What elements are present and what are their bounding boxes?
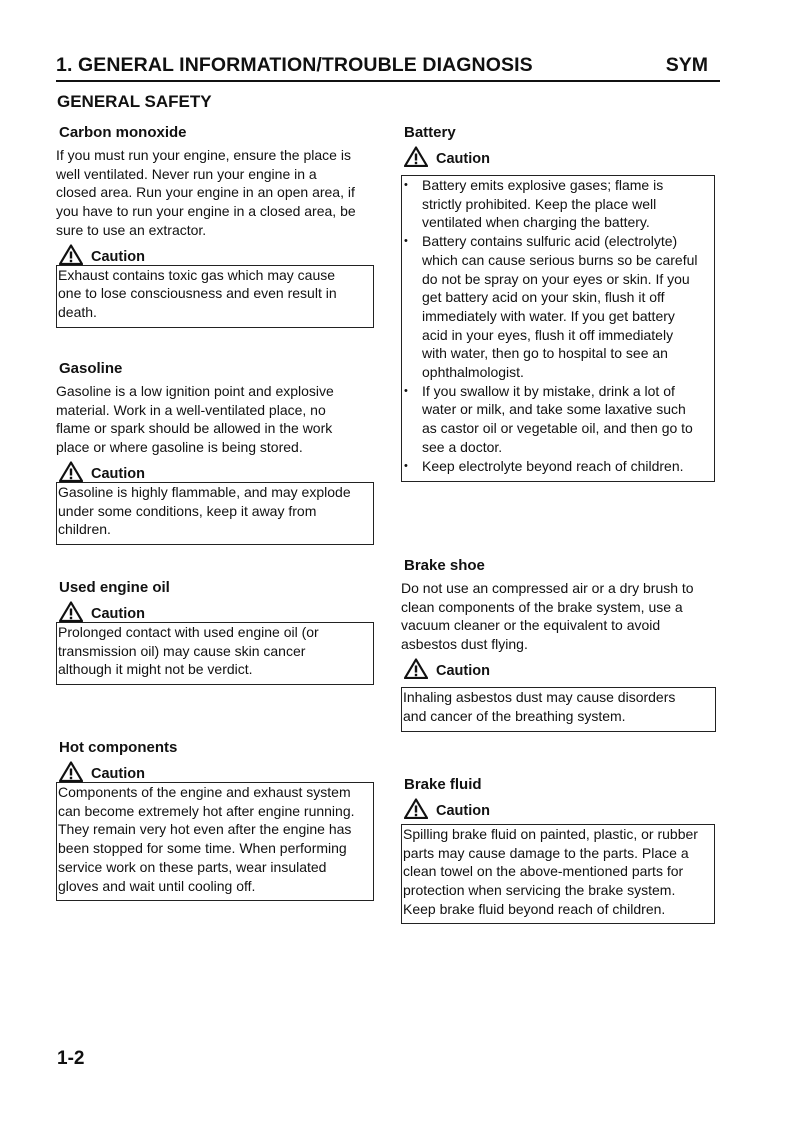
caution-header: [56, 760, 374, 782]
battery-heading: Battery: [404, 124, 456, 141]
text-line: They remain very hot even after the engine has: [58, 821, 352, 838]
text-line: • If you swallow it by mistake, drink a lot of: [422, 382, 675, 399]
text-line: been stopped for some time. When performing: [58, 840, 347, 857]
text-line: immediately with water. If you get battery: [422, 307, 675, 324]
text-line: as castor oil or vegetable oil, and then go to: [422, 420, 693, 437]
page-header: [56, 52, 720, 82]
text-line: gloves and wait until cooling off.: [58, 877, 256, 894]
carbon-monoxide-section: [56, 124, 374, 328]
text-line: service work on these parts, wear insulated: [58, 858, 327, 875]
gasoline-text: [56, 382, 374, 457]
carbon-monoxide-heading: Carbon monoxide: [59, 124, 187, 141]
warning-triangle-icon: [59, 244, 83, 265]
text-line: clean towel on the above-mentioned parts for: [403, 863, 684, 880]
text-line: acid in your eyes, flush it off immediately: [422, 326, 674, 343]
text-line: although it might not be verdict.: [58, 661, 253, 678]
text-line: Prolonged contact with used engine oil (or: [58, 624, 319, 640]
warning-triangle-icon: [59, 461, 83, 482]
caution-header: [401, 657, 717, 679]
text-line: ventilated when charging the battery.: [422, 214, 650, 231]
text-line: flame or spark should be allowed in the work: [56, 420, 333, 437]
list-item: [403, 457, 713, 476]
text-line: place or where gasoline is being stored.: [56, 439, 303, 456]
warning-triangle-icon: [59, 761, 83, 782]
caution-box: [56, 622, 374, 685]
text-line: clean components of the brake system, use a: [401, 598, 683, 615]
brake-shoe-text: [401, 579, 717, 654]
warning-triangle-icon: [404, 798, 428, 819]
text-line: protection when servicing the brake system.: [403, 882, 676, 899]
text-line: • Battery emits explosive gases; flame is: [422, 177, 664, 193]
caution-box: [401, 824, 715, 924]
caution-box: [56, 482, 374, 545]
text-line: with water, then go to hospital to see an: [422, 345, 668, 362]
caution-header: [56, 460, 374, 482]
text-line: material. Work in a well-ventilated place, no: [56, 401, 326, 418]
caution-header: [56, 600, 374, 622]
warning-triangle-icon: [404, 146, 428, 167]
text-line: strictly prohibited. Keep the place well: [422, 195, 657, 212]
text-line: one to lose consciousness and even result in: [58, 285, 337, 302]
caution-label: Caution: [436, 803, 490, 819]
caution-label: Caution: [436, 151, 490, 167]
hot-components-heading: Hot components: [59, 739, 178, 756]
text-line: Components of the engine and exhaust system: [58, 784, 351, 800]
text-line: ophthalmologist.: [422, 364, 524, 381]
caution-header: [401, 797, 717, 819]
text-line: water or milk, and take some laxative such: [422, 401, 686, 418]
caution-box: [56, 782, 374, 901]
caution-box: [56, 265, 374, 328]
section-title: GENERAL SAFETY: [57, 92, 212, 111]
hot-components-section: [56, 739, 374, 901]
text-line: Spilling brake fluid on painted, plastic, or rubber: [403, 826, 698, 842]
text-line: death.: [58, 303, 97, 320]
text-line: and cancer of the breathing system.: [403, 707, 626, 724]
text-line: Exhaust contains toxic gas which may cause: [58, 266, 336, 283]
text-line: closed area. Run your engine in an open area, if: [56, 184, 355, 201]
text-line: Gasoline is highly flammable, and may explode: [58, 483, 351, 500]
text-line: sure to use an extractor.: [56, 221, 207, 238]
caution-label: Caution: [91, 465, 145, 482]
caution-header: [56, 243, 374, 265]
text-line: • Battery contains sulfuric acid (electrolyte): [422, 233, 678, 250]
text-line: Do not use an compressed air or a dry brush to: [401, 580, 694, 596]
text-line: which can cause serious burns so be careful: [422, 251, 698, 268]
caution-label: Caution: [91, 606, 145, 622]
text-line: children.: [58, 521, 111, 538]
brake-shoe-section: [401, 557, 717, 732]
warning-triangle-icon: [404, 658, 428, 679]
text-line: can become extremely hot after engine running.: [58, 802, 355, 819]
warning-triangle-icon: [59, 601, 83, 622]
battery-bullet-list: [403, 176, 713, 475]
text-line: get battery acid on your skin, flush it off: [422, 289, 665, 306]
used-oil-section: [56, 579, 374, 685]
text-line: see a doctor.: [422, 438, 503, 455]
page-number: 1-2: [57, 1048, 85, 1069]
list-item: [403, 382, 713, 457]
battery-section: [401, 124, 717, 482]
gasoline-section: [56, 360, 374, 545]
caution-label: Caution: [91, 248, 145, 265]
brake-fluid-section: [401, 776, 717, 924]
list-item: [403, 232, 713, 382]
text-line: parts may cause damage to the parts. Place a: [403, 844, 689, 861]
carbon-monoxide-text: [56, 146, 374, 240]
brake-fluid-heading: Brake fluid: [404, 776, 482, 793]
caution-box: [401, 175, 715, 482]
text-line: If you must run your engine, ensure the place is: [56, 147, 351, 163]
chapter-title: 1. GENERAL INFORMATION/TROUBLE DIAGNOSIS: [56, 54, 533, 76]
gasoline-heading: Gasoline: [59, 360, 123, 377]
caution-label: Caution: [436, 662, 490, 679]
text-line: Gasoline is a low ignition point and explosive: [56, 383, 334, 399]
text-line: do not be spray on your eyes or skin. If you: [422, 270, 690, 287]
brand-name: SYM: [665, 54, 708, 76]
used-oil-heading: Used engine oil: [59, 579, 170, 596]
text-line: transmission oil) may cause skin cancer: [58, 642, 306, 659]
caution-box: [401, 687, 716, 732]
text-line: Keep brake fluid beyond reach of children.: [403, 900, 666, 917]
text-line: asbestos dust flying.: [401, 636, 528, 653]
text-line: under some conditions, keep it away from: [58, 502, 317, 519]
caution-header: [401, 145, 717, 167]
text-line: vacuum cleaner or the equivalent to avoid: [401, 617, 661, 634]
text-line: you have to run your engine in a closed area, be: [56, 203, 356, 220]
brake-shoe-heading: Brake shoe: [404, 557, 485, 574]
text-line: well ventilated. Never run your engine in a: [56, 165, 317, 182]
text-line: Inhaling asbestos dust may cause disorders: [403, 688, 676, 705]
list-item: [403, 176, 713, 232]
caution-label: Caution: [91, 766, 145, 782]
text-line: • Keep electrolyte beyond reach of children.: [422, 457, 684, 474]
